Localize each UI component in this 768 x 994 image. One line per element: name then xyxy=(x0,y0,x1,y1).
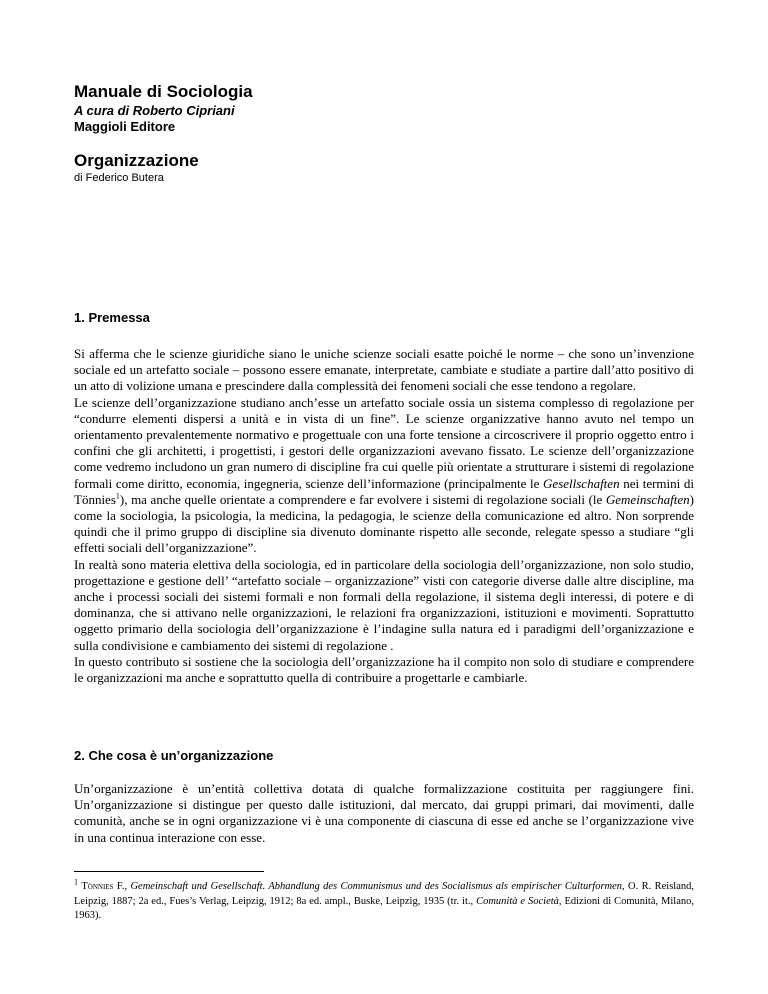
footnote-text: , xyxy=(124,881,131,892)
paragraph-text: Le scienze dell’organizzazione studiano anch’esse un artefatto sociale ossia un sistema complesso di regolazione per “condurre elementi dispersi a unità e in vista di un fine”. Le scienze organizzative hanno avuto nel tempo un orientamento prevalentemente normativo e progettuale con una forte tensione a circoscrivere il proprio oggetto entro i confini che gli architetti, i progettisti, i gestori delle organizzazioni avevano fissato. Le scienze dell’organizzazione come vedremo includono un gran numero di discipline fra cui quelle più orientate a strutturare i sistemi di regolazione formali come diritto, economia, ingegneria, scienze dell’informazione (principalmente le xyxy=(74,394,694,491)
footnote-author: Tönnies F. xyxy=(81,881,125,892)
italic-term: Gesellschaften xyxy=(543,475,620,491)
paragraph-text: ), ma anche quelle orientate a comprendere e far evolvere i sistemi di regolazione sociali (le xyxy=(119,491,606,507)
chapter-title: Organizzazione xyxy=(74,151,199,170)
paragraph: In realtà sono materia elettiva della sociologia, ed in particolare della sociologia dell’organizzazione, non solo studio, progettazione e gestione dell’ “artefatto sociale – organizzazione” visti con categorie diverse dalle altre discipline, ma anche i processi sociali dei sistemi formali e non formali della regolazione, il sistema degli interessi, di potere e di dominanza, che si attivano nelle organizzazioni, le relazioni fra organizzazioni, istituzioni e movimenti. Soprattutto oggetto primario della sociologia dell’organizzazione è l’indagine sulla natura ed i paradigmi dell’organizzazione e sulla condivisione e cambiamento dei sistemi di regolazione . xyxy=(74,556,694,653)
paragraph-text: ) come la sociologia, la psicologia, la medicina, la pedagogia, le scienze della comunicazione ed altro. Non sorprende quindi che il primo gruppo di discipline sia divenuto dominante rispetto alle seconde, relegate spesso a studiare “gli effetti sociali dell’organizzazione”. xyxy=(74,491,694,556)
footnote-number: 1 xyxy=(74,877,78,887)
section-organizzazione-heading xyxy=(74,748,694,763)
book-publisher: Maggioli Editore xyxy=(74,119,176,134)
book-editor: A cura di Roberto Cipriani xyxy=(74,103,235,118)
paragraph: In questo contributo si sostiene che la sociologia dell’organizzazione ha il compito non solo di studiare e comprendere le organizzazioni ma anche e soprattutto quella di contribuire a progettarle e cambiarle. xyxy=(74,653,694,686)
paragraph xyxy=(74,395,694,557)
footnote-text: , Edizioni di Comunità, Milano, 1963). xyxy=(74,895,694,921)
section-premessa-heading xyxy=(74,310,694,325)
section-organizzazione-body xyxy=(74,781,694,846)
footnote-work-title: Gemeinschaft und Gesellschaft. Abhandlung des Communismus und des Socialismus als empirischer Culturformen xyxy=(130,881,623,892)
section-premessa-body xyxy=(74,346,694,686)
paragraph: Un’organizzazione è un’entità collettiva dotata di qualche formalizzazione costituita per raggiungere fini. Un’organizzazione si distingue per questo dalle istituzioni, dal mercato, dai gruppi primari, dai movimenti, dalle comunità, anche se in ogni organizzazione vi è una componente di ciascuna di esse ed anche se l’organizzazione vive in una continua interazione con esse. xyxy=(74,781,694,845)
section-heading: 1. Premessa xyxy=(74,310,150,325)
italic-term: Gemeinschaften xyxy=(605,491,690,507)
section-heading: 2. Che cosa è un’organizzazione xyxy=(74,748,274,763)
footnote-divider xyxy=(74,871,264,872)
book-title: Manuale di Sociologia xyxy=(74,82,253,101)
footnote-ref[interactable]: 1 xyxy=(115,491,120,501)
footnote xyxy=(74,877,694,924)
footnote-translation-title: Comunità e Società xyxy=(476,895,559,907)
footnote-text: , O. R. Reisland, Leipzig, 1887; 2a ed., Fues’s Verlag, Leipzig, 1912; 8a ed. ampl., Buske, Leipzig, 1935 (tr. it., xyxy=(74,881,694,907)
chapter-author: di Federico Butera xyxy=(74,172,164,184)
paragraph: Si afferma che le scienze giuridiche siano le uniche scienze sociali esatte poiché le norme – che sono un’invenzione sociale ed un artefatto sociale – possono essere emanate, interpretate, cambiate e studiate a partire dall’atto positivo di un atto di volizione umana e prescindere dalla complessità dei fenomeni sociali che esse tendono a regolare. xyxy=(74,346,694,394)
paragraph-text: nei termini di Tönnies xyxy=(74,475,694,507)
